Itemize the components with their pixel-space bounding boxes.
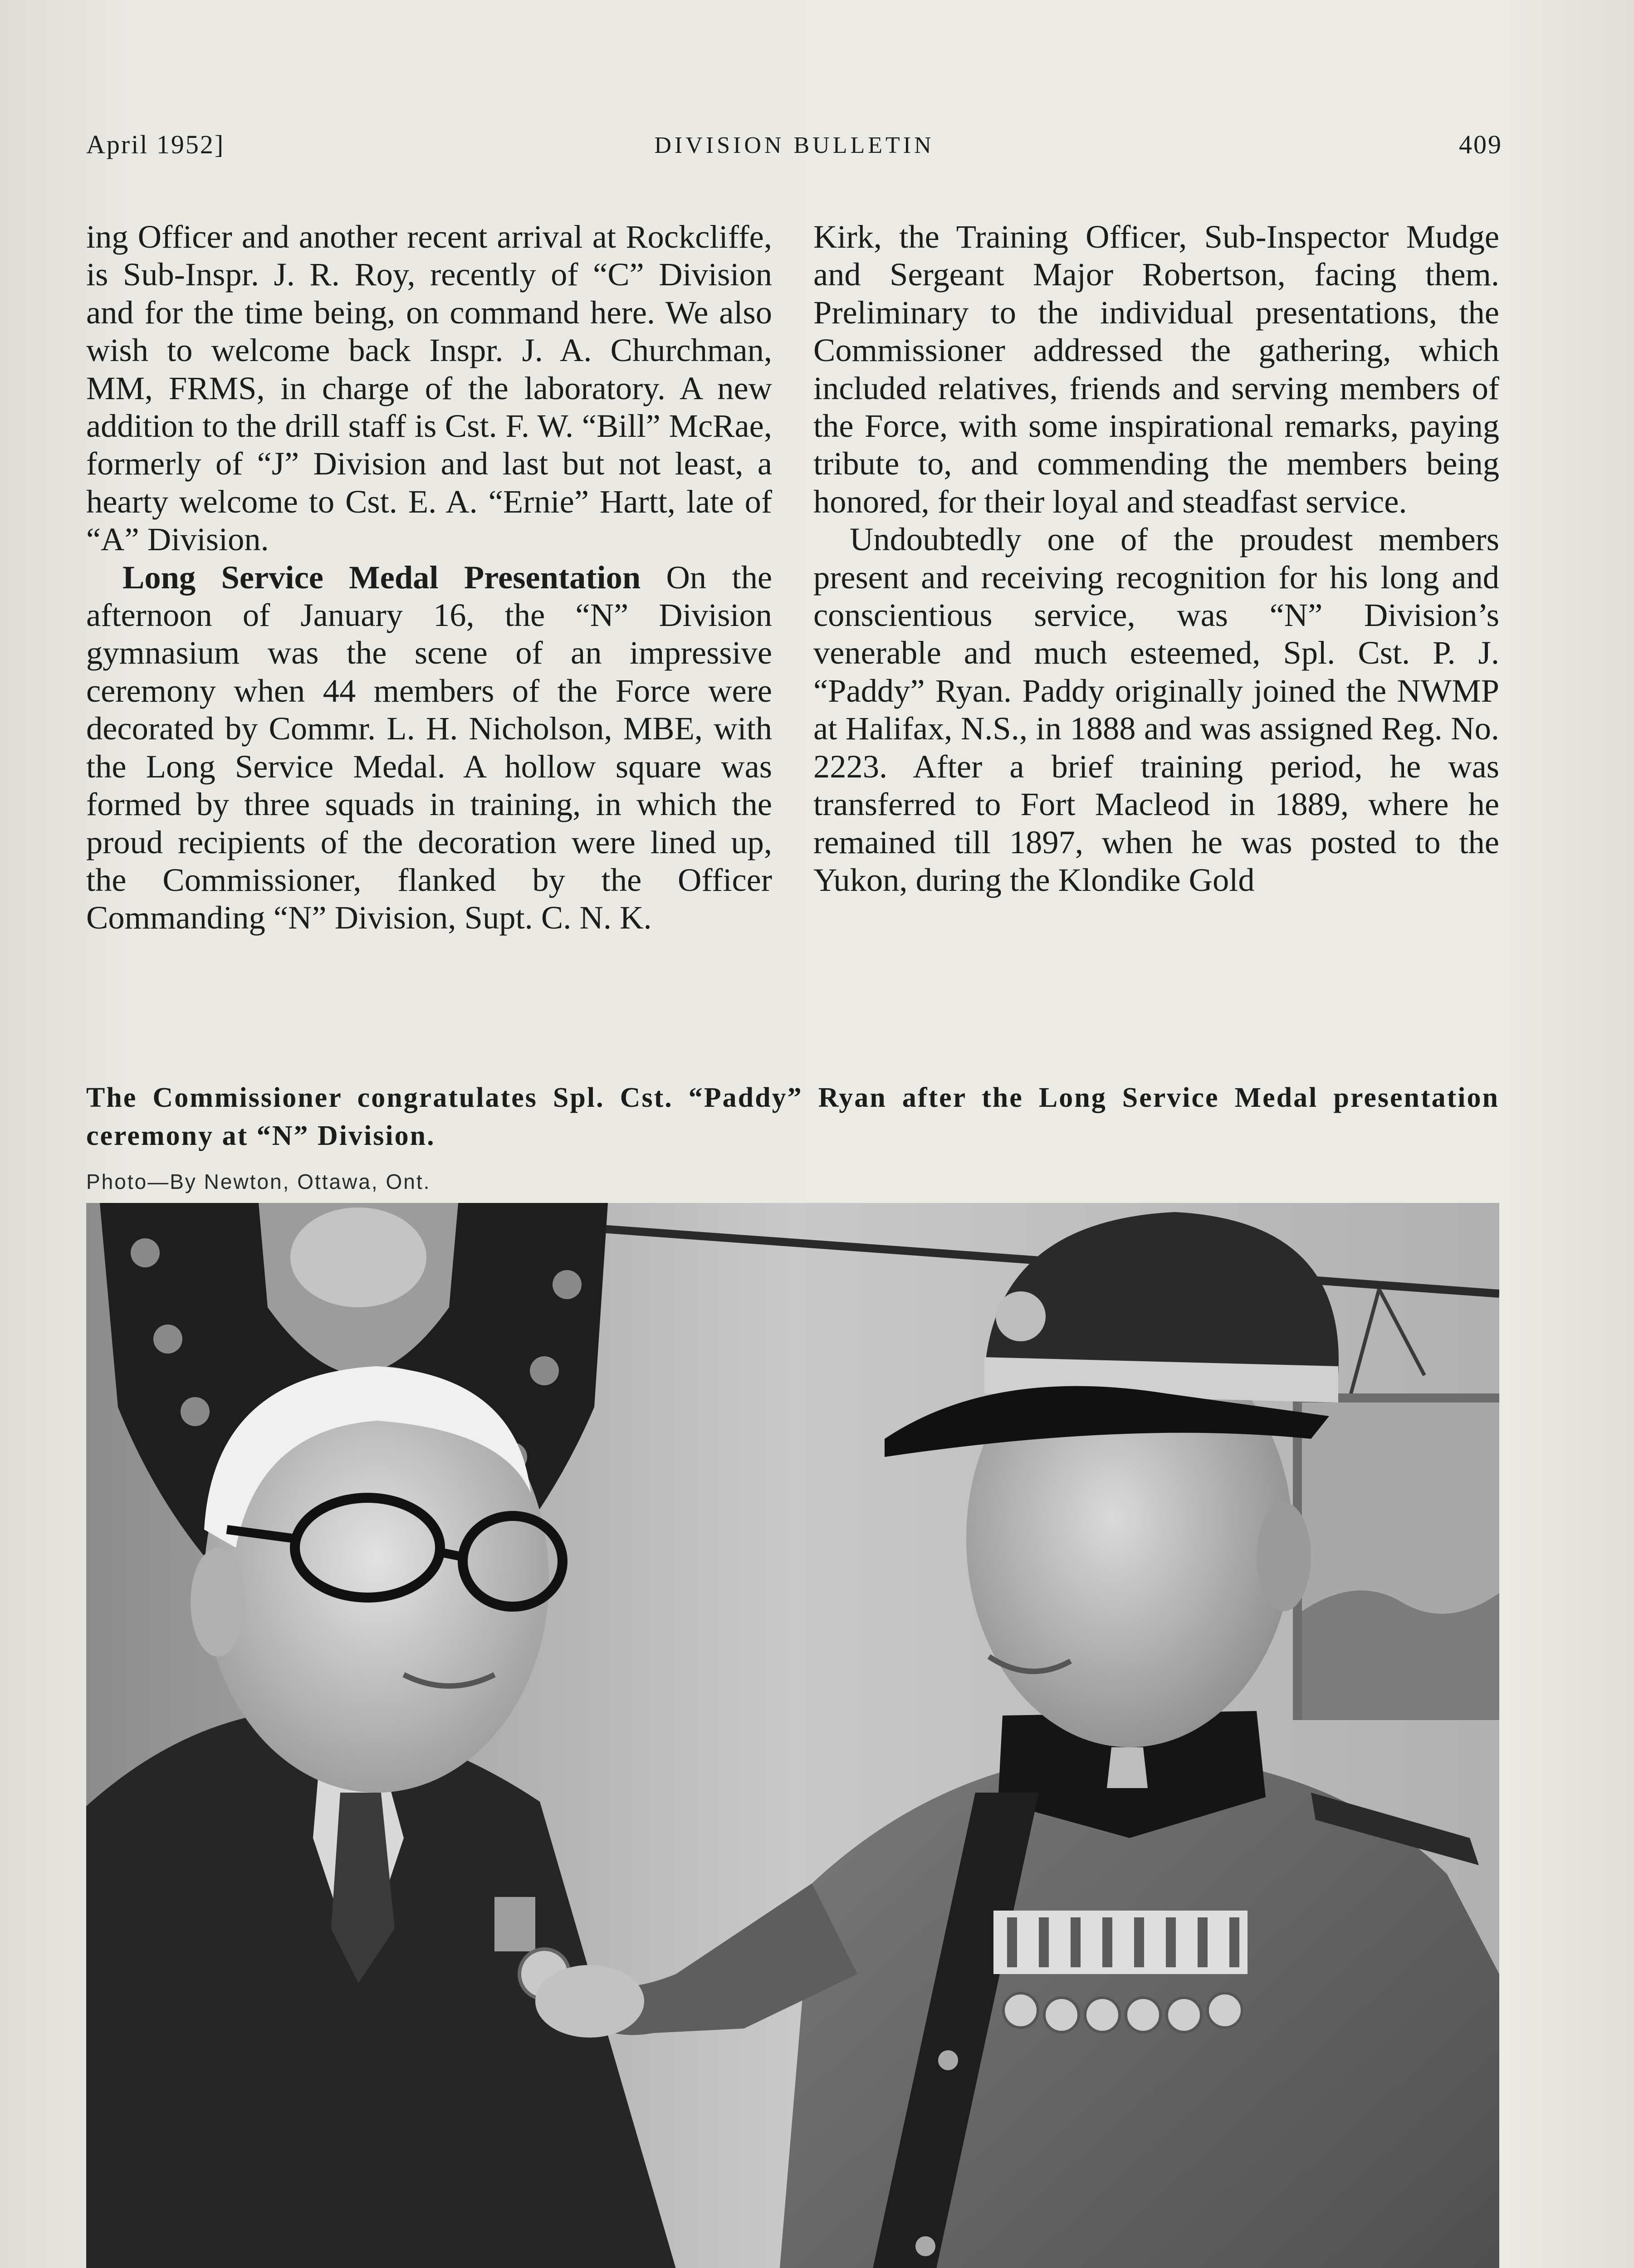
paragraph-body: On the afternoon of January 16, the “N” Division gymnasium was the scene of an impressive ceremony when 44 members of the Force were decorated by Commr. L. H. Nicholson, MBE, with the Long Service Medal. A hollow square was formed by three squads in training, in which the proud recipients of the decoration were lined up, the Commissioner, flanked by the Officer Commanding “N” Division, Supt. C. N. K. [86,558,772,936]
photo-credit: Photo—By Newton, Ottawa, Ont. [86,1170,431,1193]
paragraph-welcome: ing Officer and another recent arrival at Rockcliffe, is Sub-Inspr. J. R. Roy, recently of “C” Division and for the time being, on command here. We also wish to welcome back Inspr. J. A. Churchman, MM, FRMS, in charge of the laboratory. A new addition to the drill staff is Cst. F. W. “Bill” McRae, formerly of “J” Division and last but not least, a hearty welcome to Cst. E. A. “Ernie” Hartt, late of “A” Division. [86,218,772,558]
page-number: 409 [1459,130,1502,159]
photograph [86,1203,1499,2268]
paragraph-ceremony: Kirk, the Training Officer, Sub-Inspector Mudge and Sergeant Major Robertson, facing them. Preliminary to the individual presentations, the Commissioner addressed the gathering, which included relatives, friends and serving members of the Force, with some inspirational remarks, paying tribute to, and commending the members being honored, for their loyal and steadfast service. [813,218,1499,520]
left-column [86,218,772,937]
issue-date: April 1952] [86,130,225,159]
figure-caption: The Commissioner congratulates Spl. Cst. “Paddy” Ryan after the Long Service Medal presentation ceremony at “N” Division. [86,1082,1499,1151]
paragraph-paddy-ryan: Undoubtedly one of the proudest members present and receiving recognition for his long and conscientious service, was “N” Division’s venerable and much esteemed, Spl. Cst. P. J. “Paddy” Ryan. Paddy originally joined the NWMP at Halifax, N.S., in 1888 and was assigned Reg. No. 2223. After a brief training period, he was transferred to Fort Macleod in 1889, where he remained till 1897, when he was posted to the Yukon, during the Klondike Gold [813,521,1499,898]
section-heading: Long Service Medal Presentation [122,558,641,596]
publication-title: DIVISION BULLETIN [654,132,934,158]
running-head [86,129,1502,166]
photograph-illustration [86,1203,1499,2268]
right-column [813,218,1499,899]
paragraph-long-service [86,558,772,937]
